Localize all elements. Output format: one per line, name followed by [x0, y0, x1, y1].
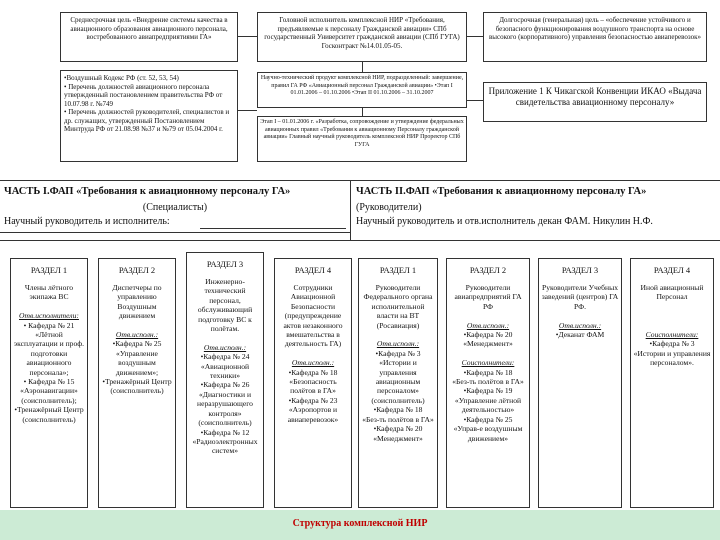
razdel-line: «Без-ть полётов в ГА» [362, 414, 434, 424]
razdel-box [274, 258, 352, 508]
razdel-line: «Авиационной техники» [200, 361, 250, 381]
razdel-line: •Тренажёрный Центр [14, 405, 84, 415]
razdel-line: Отв.исполнители: [19, 311, 79, 321]
razdel-line [449, 311, 527, 320]
razdel-line: Отв.исполн.: [376, 339, 420, 349]
divider [350, 180, 351, 240]
legal-item: • Перечень должностей авиационного персонала утвержденный постановлением правительства РФ от 10.07.98 г. №749 [64, 82, 223, 108]
part2-title: ЧАСТЬ II.ФАП «Требования к авиационному персоналу ГА» [356, 186, 647, 197]
connector [362, 108, 363, 116]
razdel-line: Сотрудники Авиационной Безопасности (предупреждение актов незаконного вмешательства в деятельность ГА) [283, 283, 343, 349]
lead-exec-text: Головной исполнитель комплексной НИР «Требования, предъявляемые к персоналу Гражданской авиации» СПб государственный Университет гражданской авиации (СПб ГУГА) Госконтракт №14.01.05-05. [264, 16, 460, 50]
part1-subtitle: (Специалисты) [142, 202, 208, 213]
razdel-line [633, 321, 711, 330]
razdel-line: «Аэронавигации» (соисполнитель); [20, 386, 78, 405]
razdel-body [633, 283, 711, 368]
razdel-body [541, 283, 619, 339]
razdel-line: «Менеджмент» [463, 339, 513, 349]
razdel-line [361, 330, 435, 339]
legal-item: •Воздушный Кодекс РФ (ст. 52, 53, 54) [64, 74, 179, 82]
appendix-text: Приложение 1 К Чикагской Конвенции ИКАО «Выдача свидетельства авиационному персоналу» [488, 86, 702, 107]
razdel-line: «Истории и управления персоналом». [633, 348, 711, 368]
razdel-box [538, 258, 622, 508]
razdel-line: •Кафедра № 18 [373, 405, 423, 415]
razdel-line: Члены лётного экипажа ВС [24, 283, 74, 302]
razdel-line: Отв.исполн.: [291, 358, 335, 368]
razdel-line: • Кафедра № 15 [23, 377, 75, 387]
razdel-body [13, 283, 85, 424]
razdel-line: «Диагностики и неразрушающего контроля» (соисполнитель) [197, 389, 253, 428]
razdel-line [541, 311, 619, 320]
divider [0, 240, 720, 241]
legal-basis-box [60, 70, 238, 162]
sci-results-box [257, 72, 467, 108]
razdel-line [277, 349, 349, 358]
razdel-line: •Кафедра № 24 [200, 352, 250, 362]
razdel-line: •Тренажёрный Центр [102, 377, 172, 387]
razdel-box [630, 258, 714, 508]
razdel-box [358, 258, 438, 508]
lead-exec-box [257, 12, 467, 62]
razdel-line [13, 302, 85, 311]
razdel-title: РАЗДЕЛ 1 [379, 265, 417, 275]
razdel-line: •Кафедра № 3 [375, 348, 421, 358]
razdel-body [361, 283, 435, 443]
razdel-title: РАЗДЕЛ 4 [653, 265, 691, 275]
razdel-line: «Аэропортов и авиаперевозок» [287, 405, 339, 424]
razdel-line: •Кафедра № 18 [463, 367, 513, 377]
legal-item: • Перечень должностей руководителей, специалистов и др. служащих, утвержденный Постановлением Минтруда РФ от 21.08.98 №37 и №79 от 05.04.2004 г. [64, 108, 230, 133]
appendix-box [483, 82, 707, 122]
razdel-line: Инженерно-технический персонал, обслуживающий подготовку ВС к полётам. [197, 277, 253, 334]
razdel-line: •Кафедра № 26 [200, 380, 250, 390]
razdel-line: •Кафедра № 25 [112, 339, 162, 349]
part2-subtitle: (Руководители) [356, 202, 422, 213]
razdel-line: •Кафедра № 23 [288, 395, 338, 405]
razdel-line: •Кафедра № 18 [288, 367, 338, 377]
goal-long-text: Долгосрочная (генеральная) цель – «обеспечение устойчивого и безопасного функционирования воздушного транспорта на основе высокого (корпоративного) управления безопасностью авиаперевозок» [488, 16, 702, 41]
razdel-line: • Кафедра № 21 [23, 320, 75, 330]
razdel-line [101, 321, 173, 330]
razdel-line: «Безопасность полётов в ГА» [289, 377, 337, 396]
razdel-line: «Без-ть полётов в ГА» [452, 377, 524, 387]
razdel-line: Руководители Федерального органа исполнительной власти на ВТ (Росавиация) [363, 283, 433, 330]
razdel-line: •Деканат ФАМ [555, 330, 605, 340]
razdel-title: РАЗДЕЛ 3 [561, 265, 599, 275]
razdel-line: «Менеджмент» [373, 433, 423, 443]
part1-lead-underline [200, 228, 346, 229]
razdel-line: •Кафедра № 19 [463, 386, 513, 396]
razdel-title: РАЗДЕЛ 4 [294, 265, 332, 275]
razdel-body [449, 283, 527, 443]
razdel-title: РАЗДЕЛ 2 [469, 265, 507, 275]
razdel-line [189, 333, 261, 342]
razdel-line: «Истории и управления авиационным персоналом» (соисполнитель) [371, 358, 425, 405]
razdel-line [449, 349, 527, 358]
razdel-line: Руководители авиапредприятий ГА РФ [454, 283, 522, 311]
razdel-line: •Кафедра № 20 [463, 330, 513, 340]
razdel-line: Соисполнители: [461, 358, 515, 368]
razdel-body [189, 277, 261, 456]
razdel-line: •Кафедра № 12 [200, 427, 250, 437]
razdel-line: Диспетчеры по управлению Воздушным движением [112, 283, 162, 321]
connector [238, 36, 257, 37]
razdel-line: «Лётной эксплуатации и проф. подготовки авиационного персонала»; [13, 330, 85, 377]
razdel-line: (соисполнитель) [110, 386, 164, 396]
razdel-line: Отв.исполн.: [466, 320, 510, 330]
razdel-line: «Управление воздушным движением»; [115, 348, 159, 377]
divider [0, 180, 720, 181]
razdel-box [10, 258, 88, 508]
razdel-body [101, 283, 173, 396]
connector [467, 100, 483, 101]
razdel-line: (соисполнитель) [22, 414, 76, 424]
razdel-box [446, 258, 530, 508]
part2-lead: Научный руководитель и отв.исполнитель декан ФАМ. Никулин Н.Ф. [356, 216, 653, 227]
razdel-line: Соисполнители: [645, 330, 699, 340]
razdel-line: Иной авиационный Персонал [640, 283, 704, 302]
razdel-line: Руководители Учебных заведений (центров) ГА РФ. [541, 283, 619, 311]
razdel-title: РАЗДЕЛ 1 [30, 265, 68, 275]
connector [362, 62, 363, 72]
razdel-line: «Управ-е воздушным движением» [453, 424, 523, 443]
razdel-body [277, 283, 349, 424]
razdel-line: Отв.исполн.: [115, 330, 159, 340]
connector [238, 110, 257, 111]
bottom-title: Структура комплексной НИР [292, 518, 428, 529]
razdel-title: РАЗДЕЛ 2 [118, 265, 156, 275]
razdel-line: •Кафедра № 25 [463, 414, 513, 424]
razdel-line: «Управление лётной деятельностью» [454, 395, 522, 415]
goal-mid-text: Среднесрочная цель «Внедрение системы качества в авиационного образования авиационного персонала, востребованного авиапредприятиями ГА» [70, 16, 228, 41]
razdel-line [633, 311, 711, 320]
stage-box [257, 116, 467, 162]
stage-text: Этап I – 01.01.2006 г. «Разработка, сопровождение и утверждение федеральных авиационных правил «Требования к авиационному Персоналу гражданской авиации» Главный научный руководитель комплексной НИР Проректор СПб ГУГА [260, 119, 464, 148]
razdel-line: •Кафедра № 20 [373, 424, 423, 434]
sci-results-text: Научно-технический продукт комплексной НИР, подразделенный: завершение, правил ГА РФ «Авиационный персонал Гражданской авиации» •Этап I 01.01.2006 – 01.10.2006 •Этап II 01.10.2006 – 31.10.2007 [260, 75, 464, 96]
razdel-line: Отв.исполн.: [203, 342, 247, 352]
razdel-line: •Кафедра № 3 [649, 339, 695, 349]
razdel-line: «Радиоэлектронных систем» [192, 436, 258, 456]
razdel-box [186, 252, 264, 508]
connector [467, 36, 483, 37]
goal-mid-box [60, 12, 238, 62]
goal-long-box [483, 12, 707, 62]
razdel-line [633, 302, 711, 311]
part1-title: ЧАСТЬ I.ФАП «Требования к авиационному персоналу ГА» [4, 186, 291, 197]
razdel-title: РАЗДЕЛ 3 [206, 259, 244, 269]
razdel-box [98, 258, 176, 508]
part1-lead: Научный руководитель и исполнитель: [4, 216, 170, 227]
divider [0, 232, 350, 233]
razdel-line: Отв.исполн.: [558, 320, 602, 330]
